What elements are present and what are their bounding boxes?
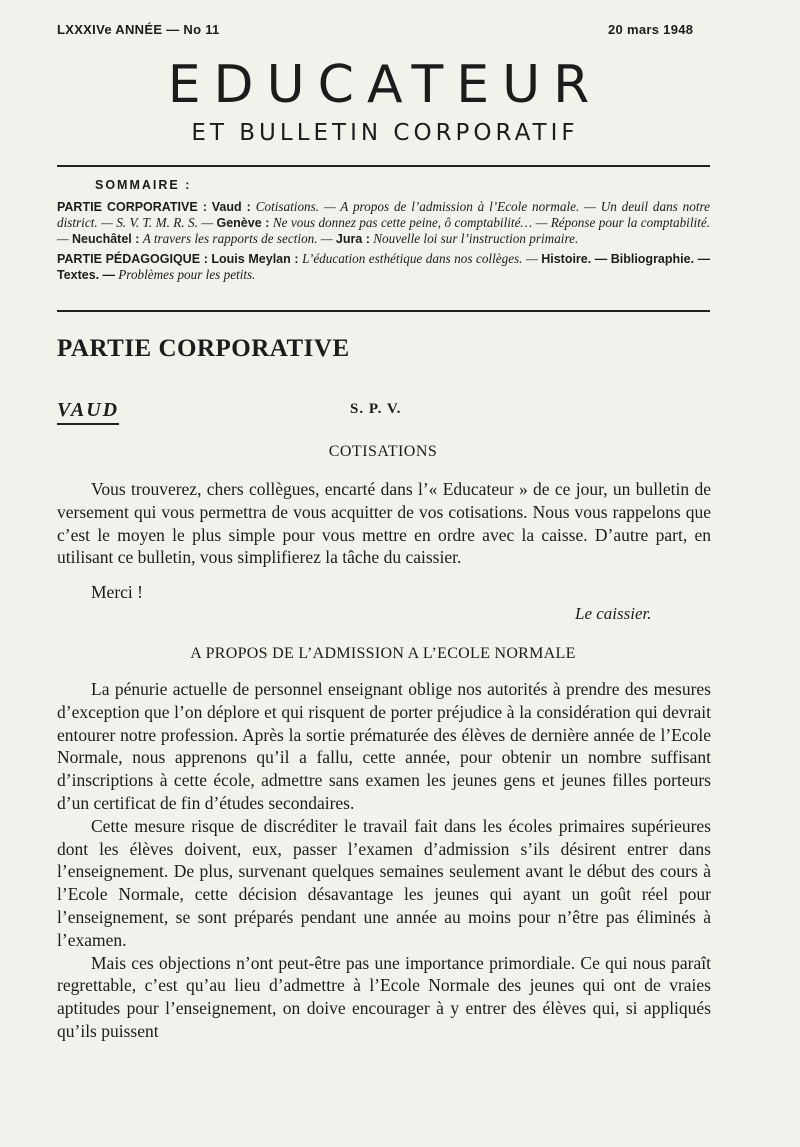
jura-topics: Nouvelle loi sur l’instruction primaire. <box>373 231 579 246</box>
issue-number: LXXXIVe ANNÉE — No 11 <box>57 22 220 37</box>
spv-heading: S. P. V. <box>350 401 402 417</box>
jura-label: Jura : <box>335 232 370 246</box>
problemes-topic: Problèmes pour les petits. <box>118 267 256 282</box>
paragraph: La pénurie actuelle de personnel enseignant oblige nos autorités à prendre des mesures d’exception que l’on déplore et qui risquent de porter préjudice à la considération qui devrait entourer notre profession. Après la sortie prématurée des élèves de dernière année de l’Ecole Normale, nous apprenons qu’il a fallu, cette année, pour obtenir un nombre suffisant d’inscriptions à cette école, admettre sans examen les jeunes gens et jeunes filles porteurs d’un certificat de fin d’études secondaires. <box>57 679 711 813</box>
bibliographie-label: Bibliographie. <box>610 252 695 266</box>
masthead-divider <box>57 165 710 167</box>
sommaire-pedagogique <box>57 251 710 283</box>
admission-title: A PROPOS DE L’ADMISSION A L’ECOLE NORMALE <box>190 645 576 662</box>
masthead-title: EDUCATEUR <box>167 55 603 115</box>
vaud-heading: VAUD <box>57 398 119 425</box>
section-title: PARTIE CORPORATIVE <box>57 335 350 362</box>
paragraph: Cette mesure risque de discréditer le travail fait dans les écoles primaires supérieures dont les élèves doivent, eux, passer l’examen d’admission s’ils désirent entrer dans l’enseignement. De plus, survenant quelques semaines seulement avant le début des cours à l’Ecole Normale, cette décision désavantage les jeunes qui ayant un goût réel pour l’enseignement, se sont préparés pendant une année au moins pour n’être pas éliminés à l’examen. <box>57 815 711 950</box>
neuchatel-topics: A travers les rapports de section. — <box>142 231 333 246</box>
vaud-label: Vaud : <box>211 200 251 214</box>
issue-date: 20 mars 1948 <box>608 22 694 37</box>
geneve-label: Genève : <box>216 216 270 230</box>
signature: Le caissier. <box>575 604 652 623</box>
corporative-label: PARTIE CORPORATIVE : <box>57 200 207 214</box>
sommaire-heading: SOMMAIRE : <box>95 178 192 192</box>
table-of-contents <box>57 178 710 283</box>
admission-body <box>57 678 711 1043</box>
histoire-label: Histoire. <box>541 252 592 266</box>
vaud-topics: Cotisations. — A propos de l’admission à l’Ecole normale. — Un deuil dans notre district. — S. V. T. M. R. S. — <box>57 199 711 230</box>
sommaire-corporative <box>57 199 710 247</box>
cotisations-body <box>57 478 711 569</box>
masthead-subtitle: ET BULLETIN CORPORATIF <box>191 120 579 146</box>
sommaire-separator: — <box>594 252 608 266</box>
sommaire-separator: — <box>697 252 711 266</box>
merci-text: Merci ! <box>91 582 143 602</box>
sommaire-separator: — <box>102 268 115 282</box>
paragraph: Vous trouverez, chers collègues, encarté dans l’« Educateur » de ce jour, un bulletin de versement qui vous permettra de vous acquitter de vos cotisations. Nous vous rappelons que c’est le moyen le plus simple pour vous mettre en ordre avec la caisse. D’autre part, en utilisant ce bulletin, vous simplifierez la tâche du caissier. <box>57 479 711 568</box>
paragraph: Mais ces objections n’ont peut-être pas une importance primordiale. Ce qui nous paraît regrettable, c’est qu’au lieu d’admettre à l’Ecole Normale des jeunes qui ont de vraies aptitudes pour l’enseignement, on doive encourager à y entrer des élèves qui, si appliqués qu’ils puissent <box>57 952 711 1041</box>
sommaire-divider <box>57 310 710 312</box>
pedagogique-label: PARTIE PÉDAGOGIQUE : <box>57 252 208 266</box>
neuchatel-label: Neuchâtel : <box>72 232 140 246</box>
meylan-topic: L’éducation esthétique dans nos collèges. — <box>302 251 538 266</box>
cotisations-title: COTISATIONS <box>328 443 438 460</box>
meylan-label: Louis Meylan : <box>211 252 299 266</box>
geneve-topics: Ne vous donnez pas cette peine, ô comptabilité… — Réponse pour la comptabilité. — <box>57 215 710 246</box>
textes-label: Textes. <box>57 268 100 282</box>
